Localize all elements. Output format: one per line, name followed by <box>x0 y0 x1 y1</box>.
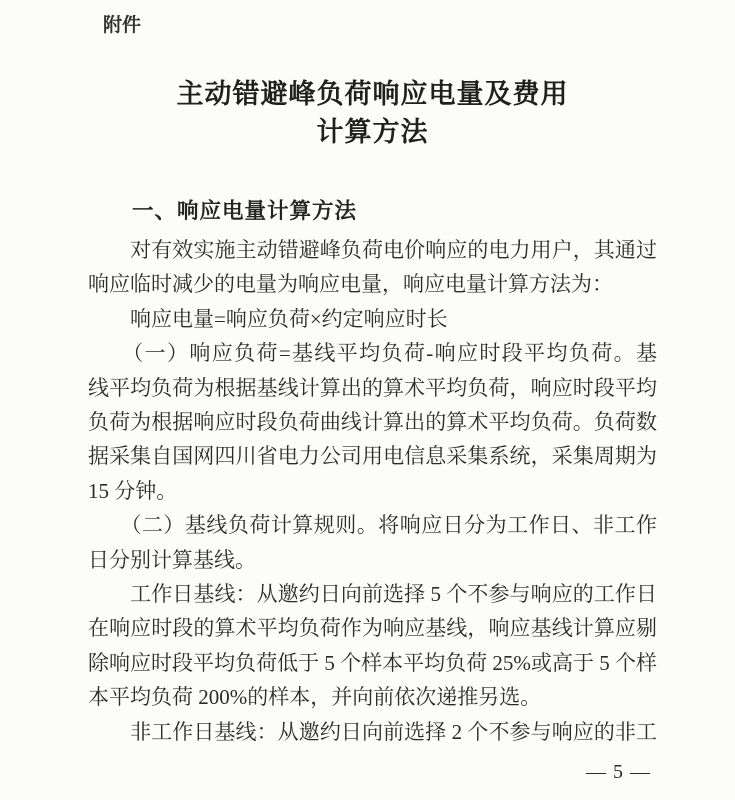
body-line: 本平均负荷 200%的样本，并向前依次递推另选。 <box>88 685 542 710</box>
body-line: 15 分钟。 <box>88 478 178 503</box>
body-line: 除响应时段平均负荷低于 5 个样本平均负荷 25%或高于 5 个样 <box>88 650 657 675</box>
document-title <box>88 75 657 151</box>
body-line: 工作日基线：从邀约日向前选择 5 个不参与响应的工作日 <box>88 582 657 607</box>
body-line: 日分别计算基线。 <box>88 547 256 572</box>
body-line: 负荷为根据响应时段负荷曲线计算出的算术平均负荷。负荷数 <box>88 410 657 435</box>
attachment-label: 附件 <box>103 15 142 36</box>
document-title-line-2: 计算方法 <box>316 117 429 147</box>
body-line: 响应临时减少的电量为响应电量，响应电量计算方法为： <box>88 272 613 297</box>
body-line: （一）响应负荷=基线平均负荷-响应时段平均负荷。基 <box>88 341 657 366</box>
section-heading: 一、响应电量计算方法 <box>132 199 358 223</box>
body-line: 据采集自国网四川省电力公司用电信息采集系统，采集周期为 <box>88 444 657 469</box>
body-line: 线平均负荷为根据基线计算出的算术平均负荷，响应时段平均 <box>88 375 657 400</box>
body-line: 非工作日基线：从邀约日向前选择 2 个不参与响应的非工 <box>88 719 657 744</box>
body-line: 响应电量=响应负荷×约定响应时长 <box>88 306 448 331</box>
body-line: 在响应时段的算术平均负荷作为响应基线，响应基线计算应剔 <box>88 616 657 641</box>
document-title-line-1: 主动错避峰负荷响应电量及费用 <box>176 79 569 109</box>
page-number: — 5 — <box>586 761 651 783</box>
body-line: 对有效实施主动错避峰负荷电价响应的电力用户，其通过 <box>88 238 657 262</box>
body-line: （二）基线负荷计算规则。将响应日分为工作日、非工作 <box>88 513 657 538</box>
document-body <box>88 233 657 749</box>
